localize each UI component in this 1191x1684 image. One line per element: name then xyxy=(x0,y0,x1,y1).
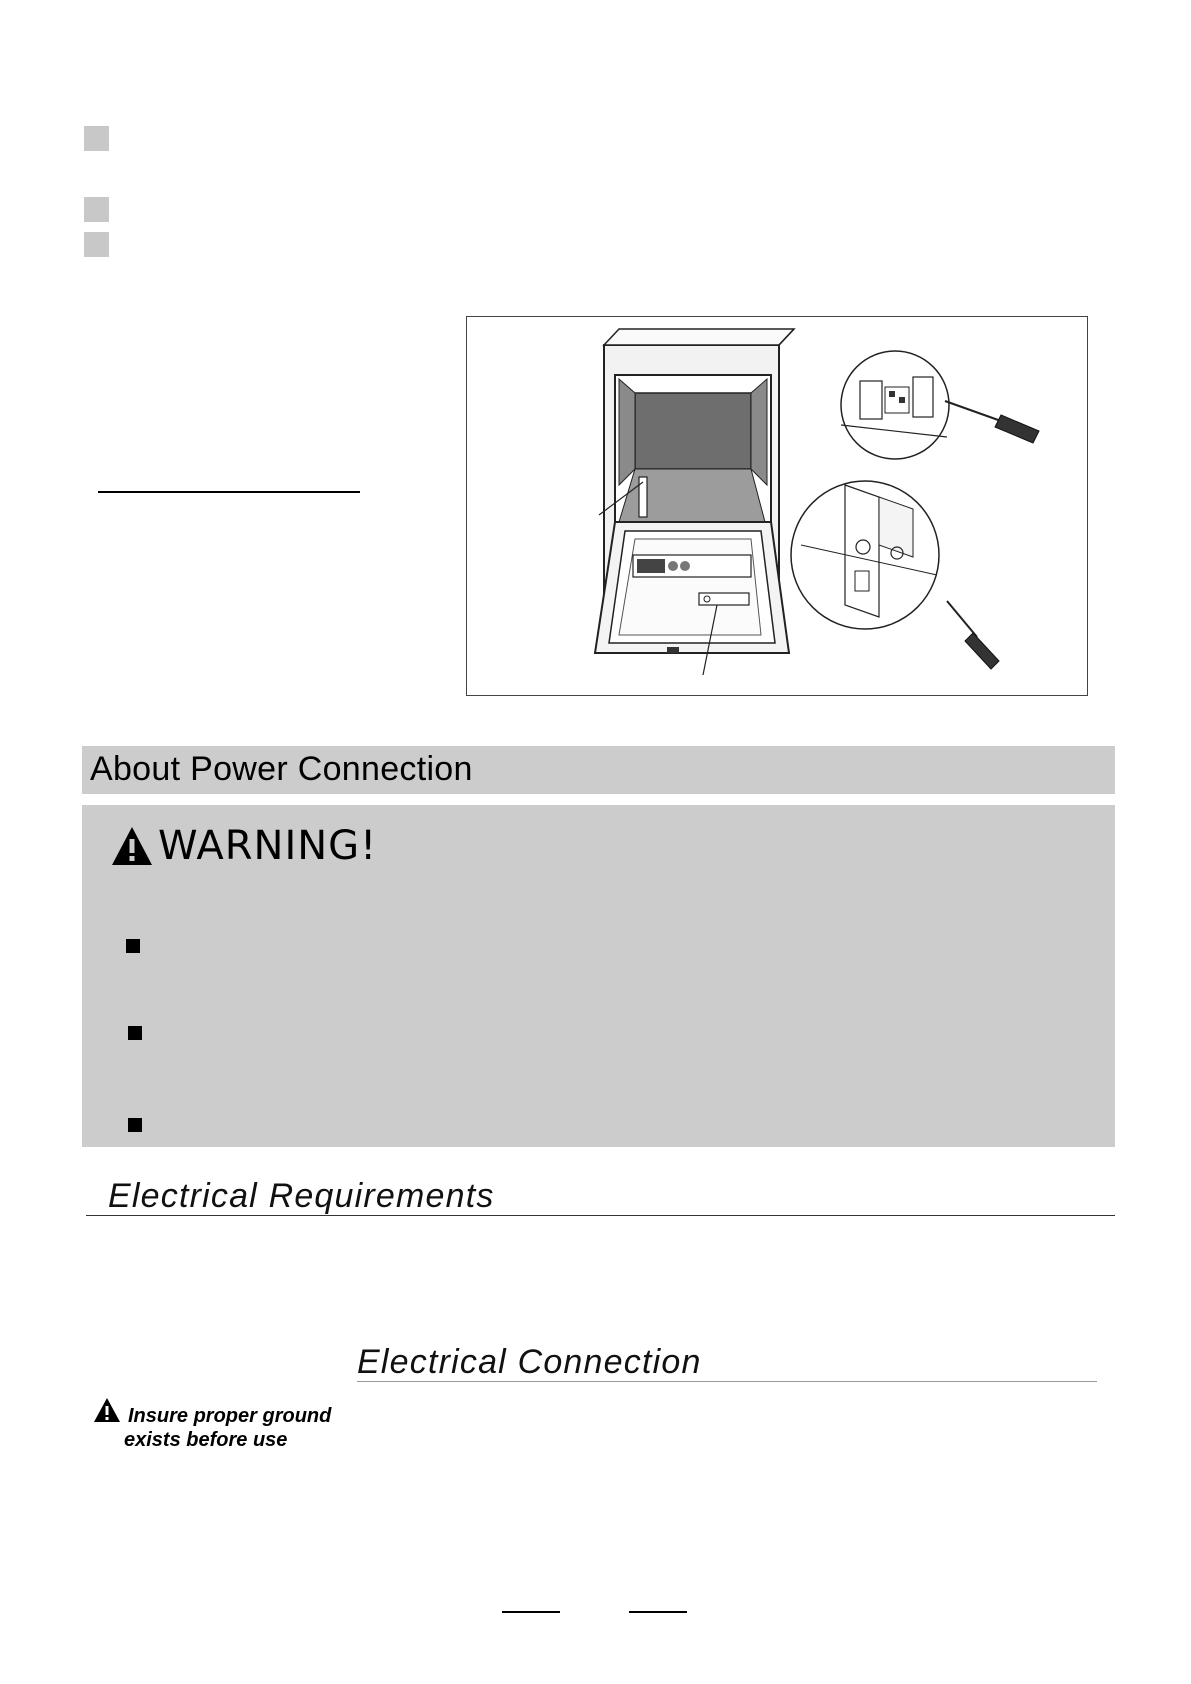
ground-note-line-1: Insure proper ground xyxy=(128,1405,332,1427)
step-marker-1 xyxy=(84,126,109,151)
left-rule xyxy=(98,491,360,493)
warning-bullet-2 xyxy=(128,1026,142,1040)
screwdriver-icon xyxy=(945,401,1039,443)
warning-bullet-1 xyxy=(126,939,140,953)
warning-bullet-3 xyxy=(128,1118,142,1132)
ground-note-2 xyxy=(124,1428,287,1452)
warning-label: WARNING! xyxy=(158,823,378,869)
ground-note-line-2: exists before use xyxy=(124,1429,288,1451)
requirements-rule xyxy=(86,1215,1115,1216)
warning-box xyxy=(82,805,1115,1147)
connection-title: Electrical Connection xyxy=(357,1343,702,1381)
footer-rule-right xyxy=(629,1611,687,1613)
installation-illustration xyxy=(466,316,1088,696)
power-connection-header xyxy=(82,746,1115,794)
warning-triangle-icon xyxy=(93,1397,121,1423)
requirements-title: Electrical Requirements xyxy=(108,1177,495,1215)
screwdriver-icon xyxy=(947,601,999,669)
footer-rule-left xyxy=(502,1611,560,1613)
dishwasher-illustration xyxy=(467,317,1087,695)
section-title: About Power Connection xyxy=(90,750,473,788)
ground-note xyxy=(128,1404,331,1428)
step-marker-2 xyxy=(84,197,109,222)
connection-rule xyxy=(357,1381,1097,1382)
step-marker-3 xyxy=(84,232,109,257)
warning-triangle-icon xyxy=(110,825,154,867)
